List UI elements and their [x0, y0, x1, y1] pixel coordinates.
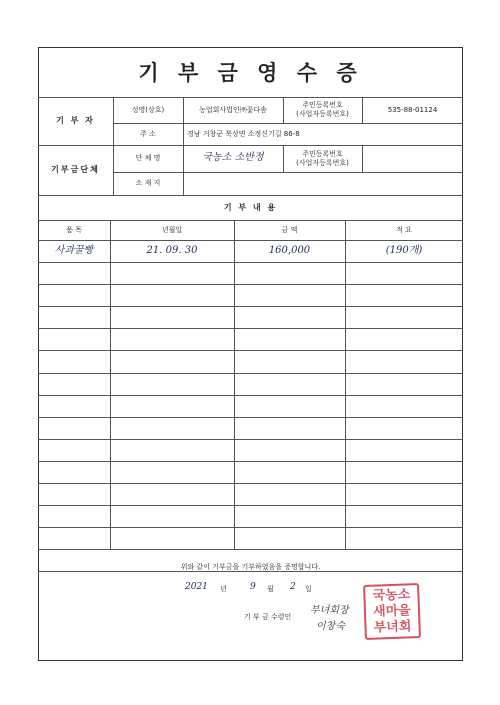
col-item-header: 품 목	[66, 225, 82, 234]
group-name-label: 단 체 명	[135, 154, 161, 163]
table-row-divider	[38, 461, 463, 462]
receiver-label: 기 부 금 수령인	[244, 613, 292, 621]
col-amount-header: 금 액	[281, 225, 298, 234]
seal-line: 새마을	[372, 603, 412, 620]
col-date-header: 년월일	[161, 225, 183, 234]
id-label-line: (사업자등록번호)	[296, 158, 349, 167]
donor-name-value: 농업회사법인㈜꽃다솜	[199, 105, 267, 114]
donor-section-label: 기 부 자	[56, 116, 95, 125]
id-label-line: (사업자등록번호)	[296, 110, 349, 118]
day-label: 일	[305, 585, 312, 593]
divider	[234, 220, 235, 549]
certification-statement: 위와 같이 기부금을 기부하였음을 증명합니다.	[180, 562, 321, 571]
donor-id-label	[283, 97, 362, 123]
row-amount: 160,000	[268, 244, 311, 256]
table-row-divider	[38, 350, 463, 351]
document-title: 기 부 금 영 수 증	[138, 60, 363, 85]
group-name-value: 국농소 소반정	[202, 152, 264, 164]
table-row-divider	[38, 373, 463, 374]
row-date: 21. 09. 30	[146, 244, 198, 256]
table-row-divider	[38, 483, 463, 484]
divider	[345, 220, 346, 549]
month-label: 월	[267, 585, 274, 593]
id-label-line: 주민등록번호	[302, 101, 343, 110]
table-row-divider	[38, 328, 463, 329]
table-row-divider	[38, 395, 463, 396]
year-value: 2021	[185, 582, 208, 592]
col-note-header: 적 요	[396, 225, 412, 234]
signature-line: 이창숙	[316, 621, 345, 632]
official-seal	[363, 583, 421, 640]
day-value: 2	[290, 582, 296, 592]
table-row-divider	[38, 505, 463, 506]
table-row-divider	[38, 439, 463, 440]
row-item: 사과꿀빵	[54, 244, 94, 256]
table-row-divider	[38, 527, 463, 528]
table-row-divider	[38, 549, 463, 550]
group-section-label: 기부금단체	[51, 165, 100, 174]
table-row-divider	[38, 262, 463, 263]
table-row-divider	[38, 417, 463, 418]
issue-date	[175, 582, 375, 598]
month-value: 9	[250, 582, 256, 592]
group-id-label	[283, 145, 362, 172]
receiver-signature	[310, 603, 349, 635]
divider	[110, 220, 111, 549]
group-location-label: 소 재 지	[135, 179, 161, 188]
redaction-block	[364, 147, 461, 170]
table-row-divider	[38, 306, 463, 307]
divider	[362, 145, 363, 172]
donor-address-value: 경남 거창군 북상면 소정신기길 86-8	[187, 129, 300, 138]
year-label: 년	[220, 585, 227, 593]
seal-line: 국농소	[372, 587, 411, 604]
signature-line: 부녀회장	[310, 605, 349, 616]
content-section-label: 기 부 내 용	[223, 202, 278, 212]
id-label-line: 주민등록번호	[302, 149, 343, 158]
donor-name-label: 성명(상호)	[131, 105, 165, 114]
donor-address-label: 주 소	[140, 129, 156, 138]
donor-id-value: 535-88-01124	[387, 105, 438, 114]
seal-line: 부녀회	[373, 619, 412, 636]
row-note: (190개)	[385, 244, 423, 256]
table-row-divider	[38, 284, 463, 285]
